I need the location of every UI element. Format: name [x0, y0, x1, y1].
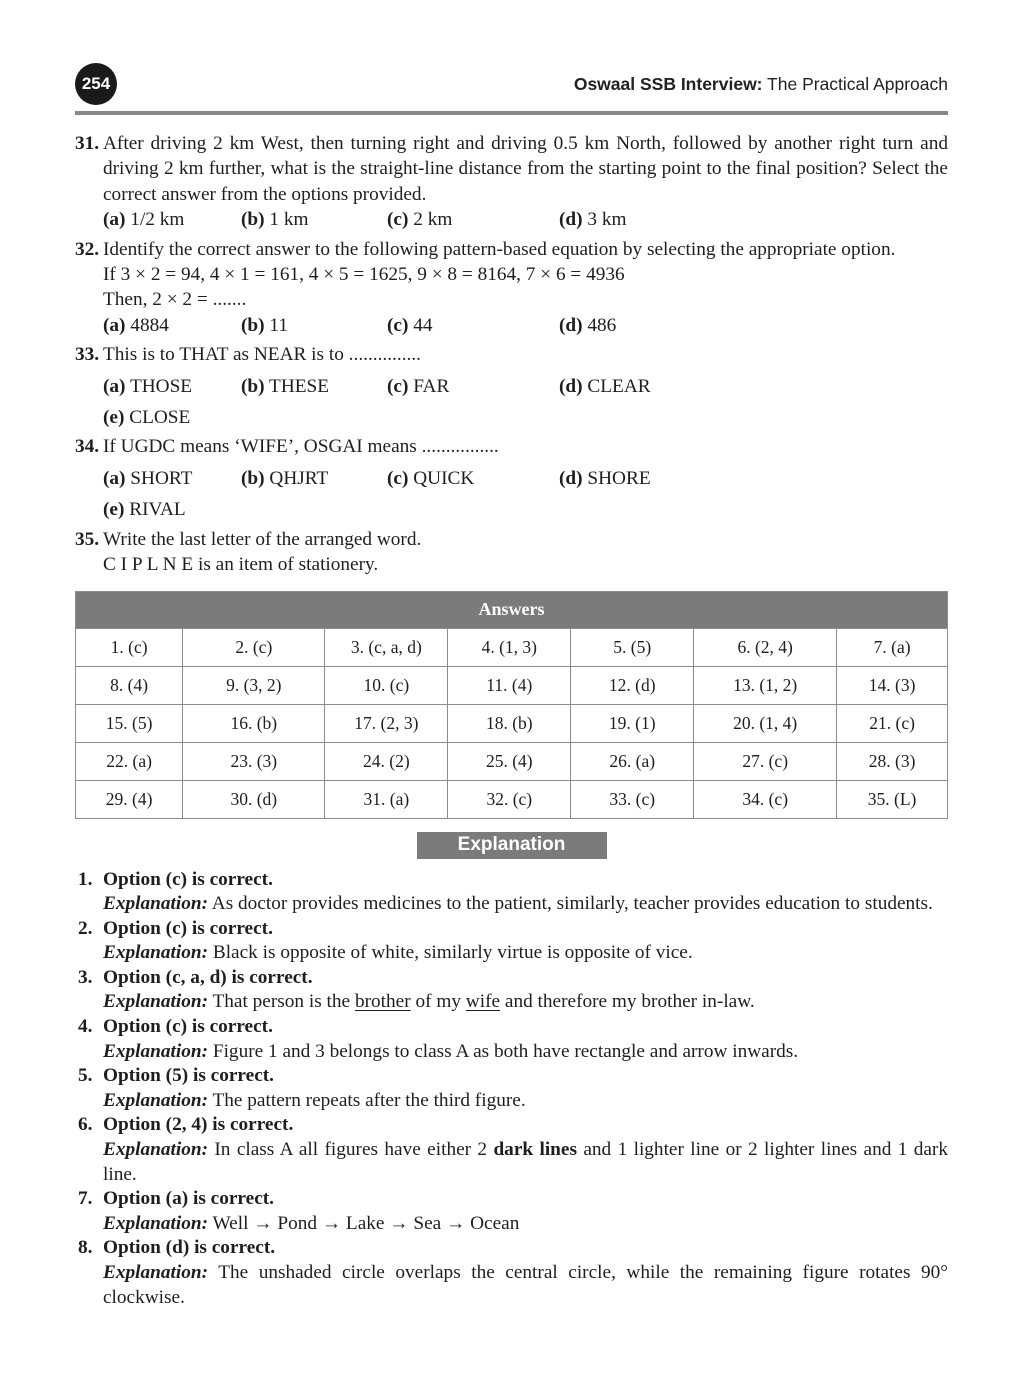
answer-cell: 20. (1, 4)	[694, 704, 837, 742]
answer-cell: 22. (a)	[76, 742, 183, 780]
options-row	[103, 374, 948, 399]
explanation-item	[75, 1113, 948, 1187]
option-letter: (d)	[559, 209, 583, 231]
page-number-badge	[75, 63, 117, 105]
questions-section	[75, 131, 948, 578]
option-letter: (b)	[241, 467, 265, 489]
answers-table-body	[76, 628, 948, 818]
explanation-item	[75, 966, 948, 1015]
explanation-segment: and therefore my brother in-law.	[500, 991, 755, 1013]
option-letter: (e)	[103, 407, 125, 429]
explanation-segment: of my	[410, 991, 466, 1013]
explanation-item	[75, 1064, 948, 1113]
explanation-number: 7.	[78, 1188, 93, 1210]
explanation-body	[103, 917, 948, 966]
answer-cell: 35. (L)	[837, 780, 948, 818]
options-row	[103, 497, 948, 522]
explanation-segment: brother	[354, 991, 411, 1013]
explanation-option: Option (a) is correct.	[103, 1188, 274, 1210]
explanation-segment: In class A all figures have either 2	[214, 1139, 494, 1161]
explanation-segment: Figure 1 and 3 belongs to class A as both have rectangle and arrow inwards.	[212, 1040, 799, 1062]
explanation-body	[103, 1015, 948, 1064]
option-letter: (b)	[241, 375, 265, 397]
option: (b) THESE	[241, 375, 330, 397]
option-letter: (c)	[387, 314, 409, 336]
explanation-number: 6.	[78, 1114, 93, 1136]
explanation-label: Explanation:	[103, 942, 209, 964]
answer-cell: 4. (1, 3)	[448, 628, 571, 666]
option: (c) 2 km	[387, 209, 453, 231]
explanation-segment: and 1 lighter line or 2 lighter lines and 1 dark line.	[103, 1139, 948, 1185]
header-divider	[75, 111, 948, 115]
answer-cell: 23. (3)	[183, 742, 325, 780]
explanation-text	[103, 941, 948, 966]
answer-cell: 9. (3, 2)	[183, 666, 325, 704]
answer-cell: 7. (a)	[837, 628, 948, 666]
explanation-label: Explanation:	[103, 1139, 209, 1161]
question-body	[103, 527, 948, 578]
answer-cell: 30. (d)	[183, 780, 325, 818]
answer-cell: 8. (4)	[76, 666, 183, 704]
option: (c) 44	[387, 314, 433, 336]
answer-cell: 31. (a)	[325, 780, 448, 818]
explanation-segment: As doctor provides medicines to the patient, similarly, teacher provides education to students.	[211, 893, 933, 915]
option: (a) THOSE	[103, 375, 193, 397]
question-number: 31.	[75, 133, 100, 154]
answer-cell: 3. (c, a, d)	[325, 628, 448, 666]
question-line: Then, 2 × 2 = .......	[103, 289, 247, 311]
explanation-item	[75, 1236, 948, 1310]
options-row	[103, 405, 948, 430]
option-letter: (e)	[103, 499, 125, 521]
options-row	[103, 313, 948, 338]
explanation-option: Option (c) is correct.	[103, 868, 273, 890]
question-text: Identify the correct answer to the following pattern-based equation by selecting the appropriate option.	[103, 238, 896, 260]
explanation-number: 1.	[78, 868, 93, 890]
answer-cell: 21. (c)	[837, 704, 948, 742]
options-row	[103, 466, 948, 491]
option: (d) 486	[559, 314, 617, 336]
option: (a) 4884	[103, 314, 169, 336]
answer-cell: 2. (c)	[183, 628, 325, 666]
question-text: If UGDC means ‘WIFE’, OSGAI means ................	[103, 436, 499, 458]
option-letter: (b)	[241, 314, 265, 336]
option-letter: (c)	[387, 375, 409, 397]
explanation-number: 3.	[78, 966, 93, 988]
answer-cell: 17. (2, 3)	[325, 704, 448, 742]
answers-table-title: Answers	[76, 591, 948, 628]
answer-cell: 14. (3)	[837, 666, 948, 704]
answers-row	[76, 704, 948, 742]
explanation-item	[75, 868, 948, 917]
explanation-option: Option (c) is correct.	[103, 1016, 273, 1038]
option-letter: (d)	[559, 314, 583, 336]
option: (d) CLEAR	[559, 375, 651, 397]
answer-cell: 28. (3)	[837, 742, 948, 780]
question	[75, 527, 948, 578]
explanation-text	[103, 1089, 948, 1114]
answers-row	[76, 780, 948, 818]
question-text: After driving 2 km West, then turning right and driving 0.5 km North, followed by another right turn and driving 2 km further, what is the straight-line distance from the starting point to the final position? Select the correct answer from the options provided.	[103, 133, 948, 205]
explanation-text	[103, 892, 948, 917]
question	[75, 342, 948, 430]
explanation-option: Option (5) is correct.	[103, 1065, 274, 1087]
option-letter: (c)	[387, 467, 409, 489]
explanation-segment: The pattern repeats after the third figure.	[212, 1089, 526, 1111]
explanation-number: 5.	[78, 1065, 93, 1087]
option: (e) RIVAL	[103, 499, 186, 521]
answer-cell: 32. (c)	[448, 780, 571, 818]
option-letter: (a)	[103, 314, 126, 336]
book-title: Oswaal SSB Interview:	[573, 73, 763, 94]
question-body	[103, 342, 948, 430]
explanation-body	[103, 1236, 948, 1310]
answer-cell: 11. (4)	[448, 666, 571, 704]
option-letter: (c)	[387, 209, 409, 231]
explanation-label: Explanation:	[103, 991, 209, 1013]
question	[75, 434, 948, 522]
question-line: If 3 × 2 = 94, 4 × 1 = 161, 4 × 5 = 1625, 9 × 8 = 8164, 7 × 6 = 4936	[103, 264, 625, 286]
running-header	[574, 74, 948, 95]
explanation-label: Explanation:	[103, 1262, 209, 1283]
answer-cell: 12. (d)	[571, 666, 694, 704]
explanation-body	[103, 1113, 948, 1187]
explanation-body	[103, 966, 948, 1015]
answer-cell: 16. (b)	[183, 704, 325, 742]
explanation-number: 4.	[78, 1016, 93, 1038]
explanation-option: Option (c) is correct.	[103, 917, 273, 939]
question-body	[103, 237, 948, 339]
explanation-text	[103, 1138, 948, 1187]
answer-cell: 26. (a)	[571, 742, 694, 780]
answers-row	[76, 742, 948, 780]
option: (b) 11	[241, 314, 288, 336]
explanation-option: Option (2, 4) is correct.	[103, 1114, 294, 1136]
answer-cell: 27. (c)	[694, 742, 837, 780]
explanation-number: 8.	[78, 1237, 93, 1259]
answer-cell: 34. (c)	[694, 780, 837, 818]
explanation-text	[103, 1261, 948, 1310]
answer-cell: 25. (4)	[448, 742, 571, 780]
answer-cell: 29. (4)	[76, 780, 183, 818]
options-row	[103, 207, 948, 232]
answers-table	[75, 591, 948, 819]
option: (d) 3 km	[559, 209, 627, 231]
explanation-segment: wife	[465, 991, 501, 1013]
question-text: This is to THAT as NEAR is to ...............	[103, 344, 421, 366]
page-header	[75, 62, 948, 106]
explanation-label: Explanation:	[103, 1212, 209, 1234]
answer-cell: 33. (c)	[571, 780, 694, 818]
explanation-text	[103, 990, 948, 1015]
question-body	[103, 434, 948, 522]
explanation-option: Option (c, a, d) is correct.	[103, 966, 313, 988]
explanation-heading: Explanation	[417, 832, 607, 859]
option-letter: (a)	[103, 375, 126, 397]
answer-cell: 19. (1)	[571, 704, 694, 742]
explanation-segment: Black is opposite of white, similarly virtue is opposite of vice.	[212, 942, 693, 964]
answer-cell: 13. (1, 2)	[694, 666, 837, 704]
explanation-body	[103, 1187, 948, 1236]
option-letter: (a)	[103, 209, 126, 231]
page-number: 254	[81, 74, 111, 93]
explanation-option: Option (d) is correct.	[103, 1237, 276, 1259]
explanation-text	[103, 1212, 948, 1237]
explanation-label: Explanation:	[103, 1040, 209, 1062]
option-letter: (b)	[241, 209, 265, 231]
option-letter: (d)	[559, 375, 583, 397]
question	[75, 131, 948, 233]
option-letter: (d)	[559, 467, 583, 489]
answers-header-row	[76, 591, 948, 628]
option: (c) FAR	[387, 375, 450, 397]
explanation-item	[75, 1187, 948, 1236]
question-number: 33.	[75, 344, 100, 366]
explanation-segment: Well → Pond → Lake → Sea → Ocean	[212, 1212, 520, 1234]
explanation-segment: dark lines	[493, 1139, 577, 1161]
answers-row	[76, 628, 948, 666]
question-number: 34.	[75, 436, 100, 458]
question-body	[103, 131, 948, 233]
question-number: 32.	[75, 238, 100, 260]
option: (a) 1/2 km	[103, 209, 185, 231]
explanation-item	[75, 1015, 948, 1064]
option: (d) SHORE	[559, 467, 651, 489]
question-text: Write the last letter of the arranged word.	[103, 528, 422, 550]
answer-cell: 24. (2)	[325, 742, 448, 780]
explanation-segment: The unshaded circle overlaps the central circle, while the remaining figure rotates 90° clockwise.	[103, 1262, 949, 1308]
answer-cell: 6. (2, 4)	[694, 628, 837, 666]
answer-cell: 18. (b)	[448, 704, 571, 742]
answer-cell: 5. (5)	[571, 628, 694, 666]
option: (c) QUICK	[387, 467, 475, 489]
explanations-section	[75, 868, 948, 1311]
explanation-item	[75, 917, 948, 966]
answer-cell: 10. (c)	[325, 666, 448, 704]
question-line: C I P L N E is an item of stationery.	[103, 554, 379, 576]
option: (b) QHJRT	[241, 467, 329, 489]
explanation-label: Explanation:	[103, 893, 209, 915]
answer-cell: 1. (c)	[76, 628, 183, 666]
book-subtitle: The Practical Approach	[762, 73, 948, 94]
option: (a) SHORT	[103, 467, 193, 489]
explanation-body	[103, 868, 948, 917]
answers-row	[76, 666, 948, 704]
answer-cell: 15. (5)	[76, 704, 183, 742]
explanation-label: Explanation:	[103, 1089, 209, 1111]
question	[75, 237, 948, 339]
explanation-body	[103, 1064, 948, 1113]
question-number: 35.	[75, 528, 100, 550]
option: (b) 1 km	[241, 209, 309, 231]
option: (e) CLOSE	[103, 407, 191, 429]
explanation-number: 2.	[78, 917, 93, 939]
option-letter: (a)	[103, 467, 126, 489]
explanation-segment: That person is the	[212, 991, 355, 1013]
explanation-text	[103, 1040, 948, 1065]
